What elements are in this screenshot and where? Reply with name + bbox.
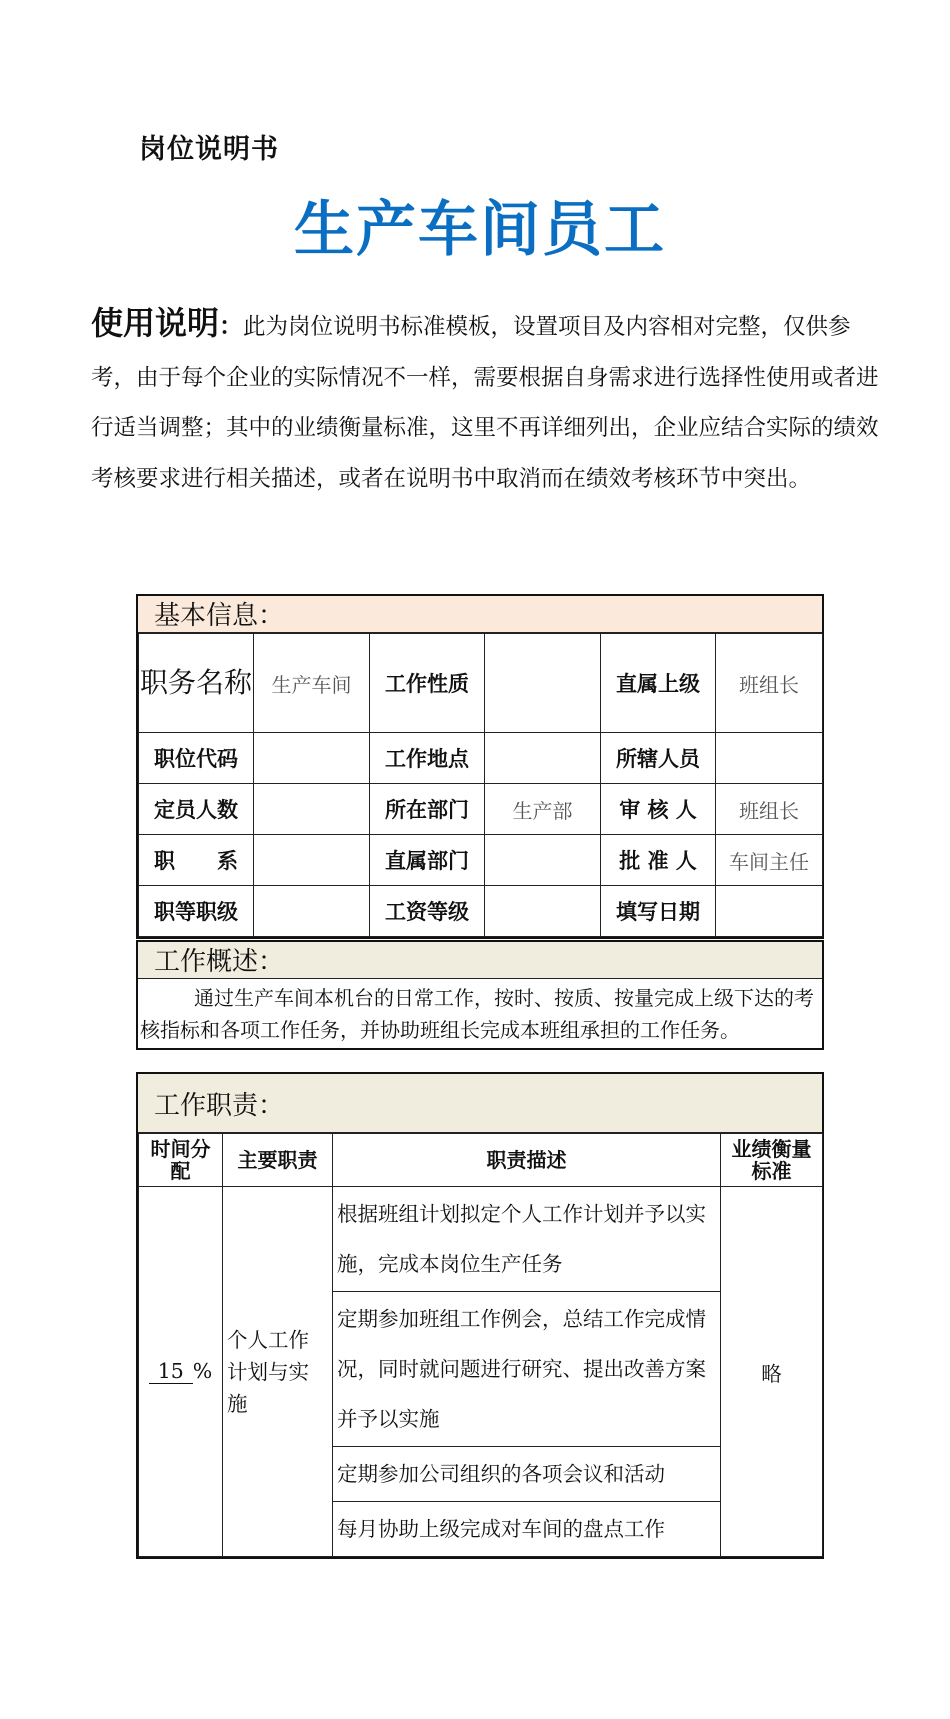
table-row bbox=[139, 1187, 823, 1292]
job-summary-section bbox=[136, 940, 824, 1050]
field-value: 生产部 bbox=[485, 784, 601, 835]
main-duty-cell: 个人工作计划与实施 bbox=[223, 1187, 333, 1557]
field-value: 班组长 bbox=[716, 784, 823, 835]
basic-info-heading: 基本信息： bbox=[138, 596, 822, 633]
job-duties-heading: 工作职责： bbox=[138, 1074, 822, 1133]
column-header: 时间分配 bbox=[139, 1134, 223, 1187]
field-value bbox=[716, 733, 823, 784]
field-value bbox=[716, 886, 823, 937]
instructions-colon: ： bbox=[219, 312, 244, 340]
time-allocation-unit: % bbox=[192, 1359, 213, 1383]
duty-description: 定期参加公司组织的各项会议和活动 bbox=[333, 1447, 721, 1502]
field-label: 职等职级 bbox=[139, 886, 254, 937]
field-value bbox=[485, 835, 601, 886]
job-duties-section bbox=[136, 1072, 824, 1559]
field-label: 所辖人员 bbox=[601, 733, 716, 784]
field-label: 直属部门 bbox=[370, 835, 485, 886]
field-value: 车间主任 bbox=[716, 835, 823, 886]
table-row bbox=[139, 733, 823, 784]
field-value bbox=[254, 784, 370, 835]
field-value bbox=[254, 835, 370, 886]
time-allocation-cell bbox=[139, 1187, 223, 1557]
column-header: 业绩衡量标准 bbox=[721, 1134, 823, 1187]
field-value bbox=[254, 733, 370, 784]
duties-table bbox=[138, 1133, 823, 1557]
column-header: 职责描述 bbox=[333, 1134, 721, 1187]
duty-description: 每月协助上级完成对车间的盘点工作 bbox=[333, 1502, 721, 1557]
table-row bbox=[139, 634, 823, 733]
duty-description: 定期参加班组工作例会，总结工作完成情况，同时就问题进行研究、提出改善方案并予以实施 bbox=[333, 1292, 721, 1447]
column-header: 主要职责 bbox=[223, 1134, 333, 1187]
job-summary-text: 通过生产车间本机台的日常工作，按时、按质、按量完成上级下达的考核指标和各项工作任务，并协助班组长完成本班组承担的工作任务。 bbox=[140, 986, 814, 1042]
field-value bbox=[485, 733, 601, 784]
field-label: 填写日期 bbox=[601, 886, 716, 937]
field-label: 所在部门 bbox=[370, 784, 485, 835]
table-header-row bbox=[139, 1134, 823, 1187]
document-label: 岗位说明书 bbox=[139, 134, 279, 165]
instructions-text: 此为岗位说明书标准模板，设置项目及内容相对完整，仅供参考，由于每个企业的实际情况不一样，需要根据自身需求进行选择性使用或者进行适当调整；其中的业绩衡量标准，这里不再详细列出，企业应结合实际的绩效考核要求进行相关描述，或者在说明书中取消而在绩效考核环节中突出。 bbox=[91, 314, 879, 492]
job-summary-heading: 工作概述： bbox=[138, 942, 822, 979]
field-label: 工资等级 bbox=[370, 886, 485, 937]
field-label: 定员人数 bbox=[139, 784, 254, 835]
field-value: 班组长 bbox=[716, 634, 823, 733]
field-label: 直属上级 bbox=[601, 634, 716, 733]
basic-info-section bbox=[136, 594, 824, 939]
field-label: 工作性质 bbox=[370, 634, 485, 733]
field-value bbox=[485, 886, 601, 937]
field-value: 生产车间 bbox=[254, 634, 370, 733]
field-label: 职位代码 bbox=[139, 733, 254, 784]
table-row bbox=[139, 784, 823, 835]
field-value bbox=[254, 886, 370, 937]
table-row bbox=[139, 886, 823, 937]
table-row bbox=[139, 835, 823, 886]
field-label: 审 核 人 bbox=[601, 784, 716, 835]
time-allocation-value: 15 bbox=[149, 1359, 193, 1384]
field-value bbox=[485, 634, 601, 733]
instructions-lead: 使用说明 bbox=[91, 304, 220, 342]
usage-instructions bbox=[91, 298, 891, 504]
field-label: 职 系 bbox=[139, 835, 254, 886]
field-label: 职务名称 bbox=[139, 634, 254, 733]
document-title: 生产车间员工 bbox=[294, 195, 666, 265]
basic-info-table bbox=[138, 633, 823, 937]
performance-standard: 略 bbox=[721, 1187, 823, 1557]
field-label: 批 准 人 bbox=[601, 835, 716, 886]
field-label: 工作地点 bbox=[370, 733, 485, 784]
duty-description: 根据班组计划拟定个人工作计划并予以实施，完成本岗位生产任务 bbox=[333, 1187, 721, 1292]
